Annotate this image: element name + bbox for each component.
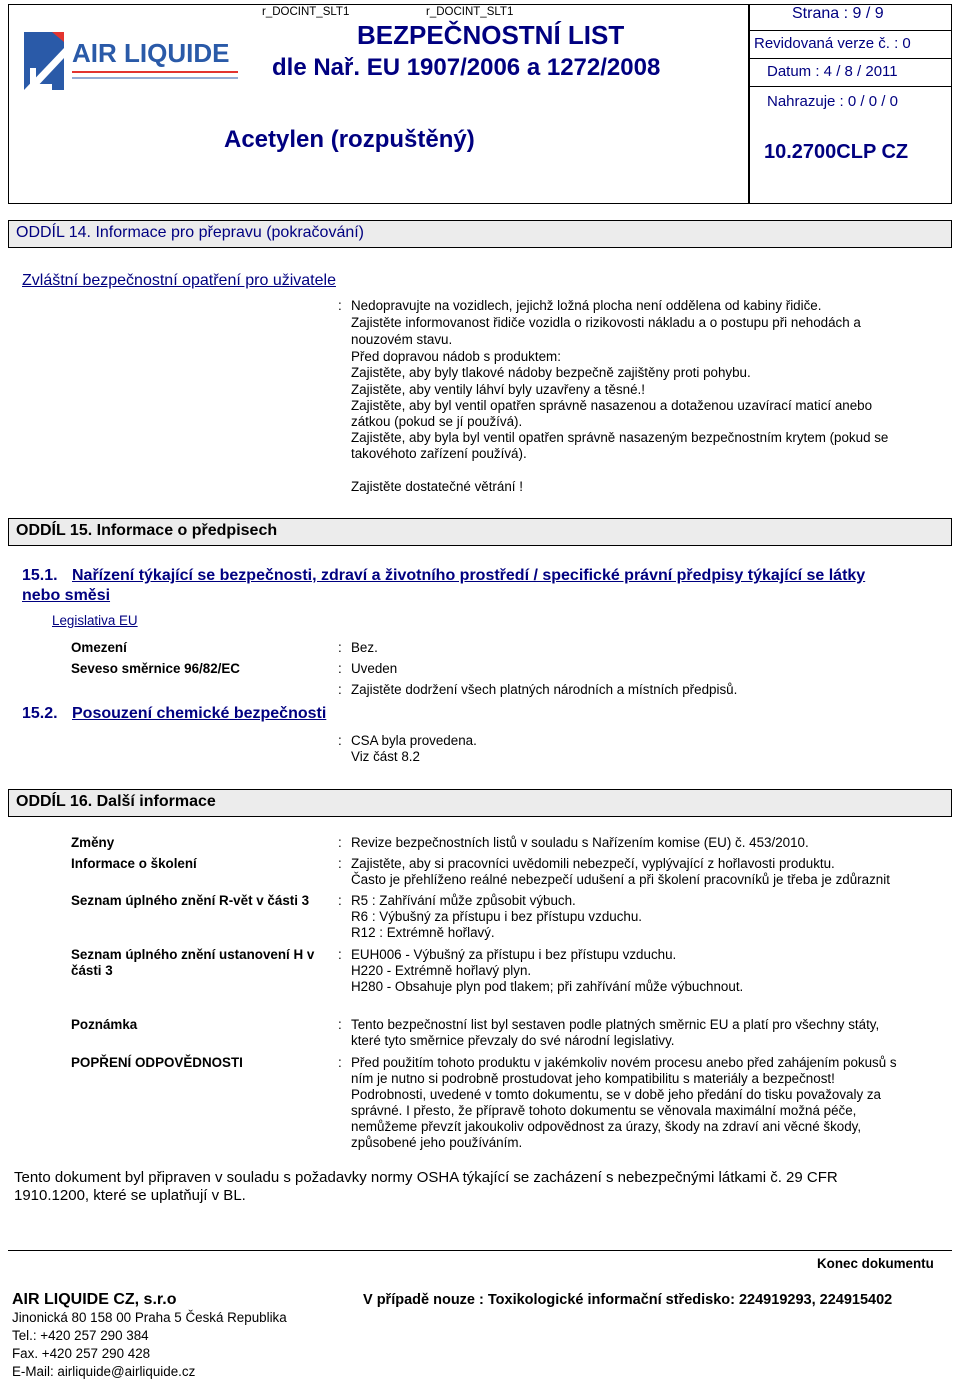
logo-text: AIR LIQUIDE [72, 38, 230, 68]
note-line: Tento bezpečnostní list byl sestaven podle platných směrnic EU a platí pro všechny státy, [351, 1017, 880, 1032]
osha-line: 1910.1200, které se uplatňují v BL. [14, 1187, 246, 1204]
s14-line: Zajistěte, aby byla byl ventil opatřen správně nasazeným bezpečnostním krytem (pokud se [351, 430, 889, 445]
colon: : [338, 1055, 342, 1070]
s14-line: Nedopravujte na vozidlech, jejichž ložná plocha není oddělena od kabiny řidiče. [351, 298, 822, 313]
doc-code-1: r_DOCINT_SLT1 [262, 6, 350, 18]
company-name: AIR LIQUIDE CZ, s.r.o [12, 1291, 177, 1308]
replaces: Nahrazuje : 0 / 0 / 0 [767, 93, 898, 110]
section14-heading: ODDÍL 14. Informace pro přepravu (pokračování) [16, 224, 365, 241]
training-line: Často je přehlíženo reálné nebezpečí udušení a při školení pracovníků je třeba je zdůraznit [351, 872, 890, 887]
s14-ventilation: Zajistěte dostatečné větrání ! [351, 479, 523, 494]
restriction-value: Bez. [351, 640, 378, 655]
colon: : [338, 893, 342, 908]
note-line: které tyto směrnice převzaly do své národní legislativy. [351, 1033, 675, 1048]
company-address: Jinonická 80 158 00 Praha 5 Česká Republika [12, 1310, 287, 1325]
note-label: Poznámka [71, 1017, 138, 1032]
s14-line: Před dopravou nádob s produktem: [351, 349, 561, 364]
training-label: Informace o školení [71, 856, 197, 871]
company-email: E-Mail: airliquide@airliquide.cz [12, 1364, 196, 1379]
product-name: Acetylen (rozpuštěný) [224, 126, 475, 153]
hphrase: H220 - Extrémně hořlavý plyn. [351, 963, 532, 978]
header-divider [748, 4, 750, 204]
company-tel: Tel.: +420 257 290 384 [12, 1328, 149, 1343]
hphrases-label: Seznam úplného znění ustanovení H v [71, 947, 315, 962]
document-subtitle: dle Nař. EU 1907/2006 a 1272/2008 [272, 54, 661, 81]
s14-line: Zajistěte, aby ventily láhví byly uzavřeny a těsné.! [351, 382, 645, 397]
colon: : [338, 640, 342, 655]
disclaimer-line: ním je nutno si podrobně prostudovat jeho kompatibilitu s materiály a bezpečnost! [351, 1071, 835, 1086]
colon: : [338, 733, 342, 748]
seveso-label: Seveso směrnice 96/82/EC [71, 661, 240, 676]
s15-2-title: Posouzení chemické bezpečnosti [72, 705, 327, 722]
s15-1-title-cont: nebo směsi [22, 587, 111, 604]
disclaimer-line: správné. I přesto, že přípravě tohoto dokumentu se věnovala maximální možná péče, [351, 1103, 857, 1118]
section15-heading: ODDÍL 15. Informace o předpisech [16, 522, 278, 539]
disclaimer-line: nemůžeme převzít jakoukoliv odpovědnost za úrazy, škody na zdraví ani věcné škody, [351, 1119, 862, 1134]
csa-line: Viz část 8.2 [351, 749, 420, 764]
s14-line: Zajistěte, aby byl ventil opatřen správně nasazenou a dotaženou uzavírací maticí anebo [351, 398, 873, 413]
doc-code-2: r_DOCINT_SLT1 [426, 6, 514, 18]
disclaimer-line: Před použitím tohoto produktu v jakémkoliv novém procesu anebo před zahájením pokusů s [351, 1055, 897, 1070]
restriction-label: Omezení [71, 640, 127, 655]
s14-line: nouzovém stavu. [351, 332, 453, 347]
company-fax: Fax. +420 257 290 428 [12, 1346, 151, 1361]
s15-1-title: Nařízení týkající se bezpečnosti, zdraví a životního prostředí / specifické právní předpisy týkající se látky [72, 567, 866, 584]
rphrase: R6 : Výbušný za přístupu i bez přístupu vzduchu. [351, 909, 643, 924]
hphrase: EUH006 - Výbušný za přístupu i bez přístupu vzduchu. [351, 947, 677, 962]
air-liquide-logo [22, 28, 244, 96]
colon: : [338, 298, 342, 313]
section16-heading: ODDÍL 16. Další informace [16, 793, 216, 810]
disclaimer-line: způsobené jeho používáním. [351, 1135, 523, 1150]
osha-line: Tento dokument byl připraven v souladu s požadavky normy OSHA týkající se zacházení s nebezpečnými látkami č. 29 CFR [14, 1169, 838, 1186]
disclaimer-line: Podrobnosti, uvedené v tomto dokumentu, se v době jeho předání do tisku považovaly za [351, 1087, 882, 1102]
csa-line: CSA byla provedena. [351, 733, 477, 748]
end-of-document: Konec dokumentu [817, 1256, 934, 1271]
s14-line: Zajistěte informovanost řidiče vozidla o rizikovosti nákladu a o postupu při nehodách a [351, 315, 861, 330]
revision: Revidovaná verze č. : 0 [754, 35, 911, 52]
date: Datum : 4 / 8 / 2011 [767, 63, 898, 80]
section14-subheading: Zvláštní bezpečnostní opatření pro uživatele [22, 272, 336, 289]
colon: : [338, 661, 342, 676]
eu-legislation: Legislativa EU [52, 613, 138, 628]
hphrase: H280 - Obsahuje plyn pod tlakem; při zahřívání může výbuchnout. [351, 979, 744, 994]
national-regulations: Zajistěte dodržení všech platných národních a místních předpisů. [351, 682, 738, 697]
document-title: BEZPEČNOSTNÍ LIST [357, 20, 625, 50]
s14-line: Zajistěte, aby byly tlakové nádoby bezpečně zajištěny proti pohybu. [351, 365, 751, 380]
rphrases-label: Seznam úplného znění R-vět v části 3 [71, 893, 310, 908]
changes-value: Revize bezpečnostních listů v souladu s Nařízením komise (EU) č. 453/2010. [351, 835, 809, 850]
colon: : [338, 856, 342, 871]
rphrase: R5 : Zahřívání může způsobit výbuch. [351, 893, 576, 908]
s15-2-num: 15.2. [22, 705, 58, 722]
emergency-info: V případě nouze : Toxikologické informační středisko: 224919293, 224915402 [363, 1292, 893, 1308]
colon: : [338, 682, 342, 697]
colon: : [338, 947, 342, 962]
s14-line: zátkou (pokud se jí používá). [351, 414, 523, 429]
changes-label: Změny [71, 835, 115, 850]
seveso-value: Uveden [351, 661, 398, 676]
s14-line: takovéhoto zařízení používá). [351, 446, 527, 461]
training-line: Zajistěte, aby si pracovníci uvědomili nebezpečí, vyplývající z hořlavosti produktu. [351, 856, 835, 871]
colon: : [338, 1017, 342, 1032]
s15-1-num: 15.1. [22, 567, 58, 584]
footer-rule [8, 1250, 952, 1251]
page-number: Strana : 9 / 9 [792, 5, 884, 22]
disclaimer-label: POPŘENÍ ODPOVĚDNOSTI [71, 1055, 243, 1070]
hphrases-label-cont: části 3 [71, 963, 113, 978]
colon: : [338, 835, 342, 850]
product-code: 10.2700CLP CZ [764, 141, 909, 163]
rphrase: R12 : Extrémně hořlavý. [351, 925, 495, 940]
